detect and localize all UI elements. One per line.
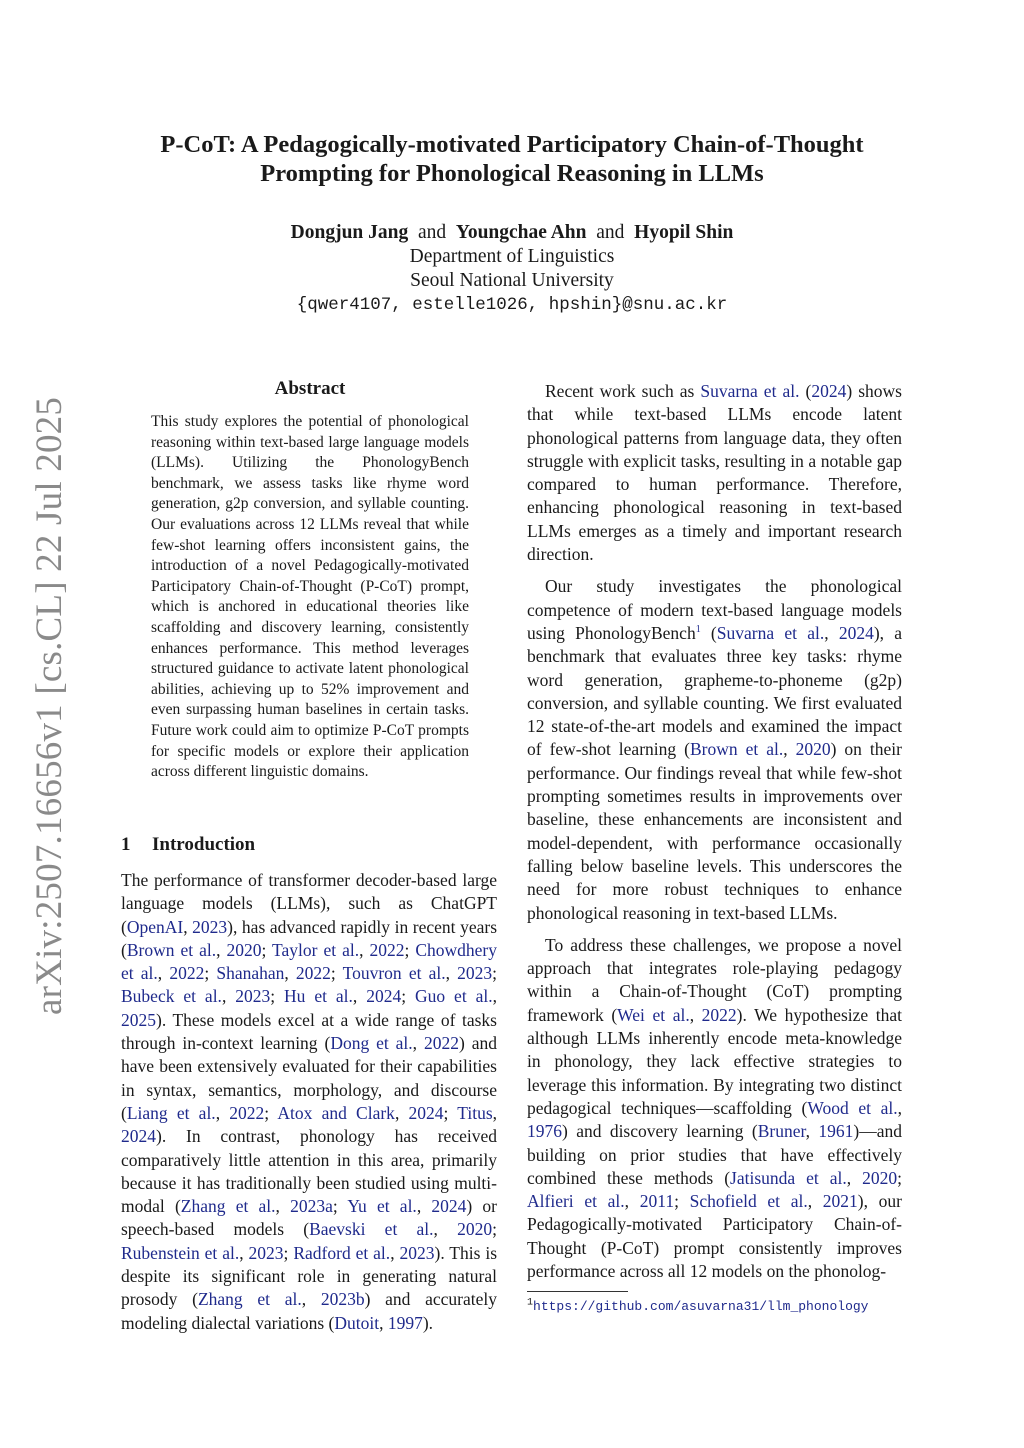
body-text-run: ; xyxy=(492,1219,498,1240)
body-text-run: ) and accurately modeling dialectal variations ( xyxy=(121,1289,498,1333)
citation-link[interactable]: 2023 xyxy=(235,986,271,1007)
citation-link[interactable]: 2011 xyxy=(639,1191,675,1212)
body-text-run: To address these challenges, we propose a novel approach that integrates role-playing pedagogy within a Chain-of-Thought (CoT) prompting framework ( xyxy=(527,934,902,1025)
body-text-run: , xyxy=(824,622,839,643)
body-text-run: ; xyxy=(897,1167,903,1188)
citation-link[interactable]: Radford et al. xyxy=(293,1242,391,1263)
citation-link[interactable]: Yu et al. xyxy=(347,1196,417,1217)
introduction-paragraph xyxy=(121,869,497,1335)
body-text-run: , xyxy=(433,1219,458,1240)
body-text-run: , xyxy=(216,939,227,960)
citation-link[interactable]: 1997 xyxy=(387,1312,423,1333)
author-names xyxy=(100,221,924,245)
author-1: Dongjun Jang xyxy=(290,222,409,243)
body-text-run: ; xyxy=(270,986,285,1007)
body-text-run: ; xyxy=(492,963,498,984)
citation-link[interactable]: 2023 xyxy=(457,963,493,984)
body-text-run: , xyxy=(379,1312,388,1333)
arxiv-identifier: arXiv:2507.16656v1 [cs.CL] 22 Jul 2025 xyxy=(29,396,70,1015)
body-text-run: , xyxy=(492,986,497,1007)
citation-link[interactable]: 2022 xyxy=(701,1004,737,1025)
citation-link[interactable]: Zhang et al. xyxy=(197,1289,302,1310)
body-text-run: ), has advanced rapidly in recent years ( xyxy=(121,916,498,960)
section-heading-introduction xyxy=(121,834,255,856)
citation-link[interactable]: Touvron et al. xyxy=(342,963,446,984)
citation-link[interactable]: Jatisunda et al. xyxy=(730,1167,847,1188)
citation-link[interactable]: 2024 xyxy=(431,1196,467,1217)
and-2: and xyxy=(596,222,625,243)
citation-link[interactable]: Bubeck et al. xyxy=(121,986,222,1007)
citation-link[interactable]: 2023b xyxy=(320,1289,365,1310)
citation-link[interactable]: Taylor et al. xyxy=(272,939,360,960)
body-text-run: ). This is despite its significant role in generating natural prosody ( xyxy=(121,1242,498,1310)
citation-link[interactable]: Suvarna et al. xyxy=(716,622,825,643)
body-text-run: Recent work such as xyxy=(545,381,701,401)
citation-link[interactable]: 1976 xyxy=(527,1121,562,1142)
citation-link[interactable]: Alfieri et al. xyxy=(527,1191,625,1212)
citation-link[interactable]: Bruner xyxy=(757,1121,806,1142)
citation-link[interactable]: Hu et al. xyxy=(284,986,353,1007)
citation-link[interactable]: 2020 xyxy=(795,739,831,760)
citation-link[interactable]: Wei et al. xyxy=(617,1004,690,1025)
body-text-run: , xyxy=(807,1191,823,1212)
citation-link[interactable]: 2020 xyxy=(862,1167,898,1188)
body-text-run: ; xyxy=(332,1196,348,1217)
affiliation-univ: Seoul National University xyxy=(410,270,614,291)
body-text-run: , xyxy=(239,1242,249,1263)
citation-link[interactable]: 2024 xyxy=(121,1126,156,1147)
citation-link[interactable]: 2022 xyxy=(229,1102,265,1123)
citation-link[interactable]: 2020 xyxy=(226,939,262,960)
citation-link[interactable]: 2021 xyxy=(822,1191,858,1212)
citation-link[interactable]: 2023 xyxy=(248,1242,284,1263)
body-text-run: ) shows that while text-based LLMs encode latent phonological patterns from language data, they often struggle with explicit tasks, resulting in a notable gap compared to human performance. Therefore, enhancing phonological reasoning in text-based LLMs emerges as a timely and important research direction. xyxy=(527,381,902,565)
body-text-run: ; xyxy=(264,1102,278,1123)
body-text-run: ; xyxy=(401,986,415,1007)
body-text-run: ; xyxy=(443,1102,458,1123)
body-text-run: Our study investigates the phonological competence of modern text-based language models using PhonologyBench xyxy=(527,576,902,643)
body-text-run: , xyxy=(352,986,367,1007)
body-text-run: , xyxy=(624,1191,640,1212)
body-text-run: , xyxy=(359,939,370,960)
body-text-run: , xyxy=(301,1289,321,1310)
author-3: Hyopil Shin xyxy=(634,222,734,243)
body-text-run: , xyxy=(275,1196,291,1217)
citation-link[interactable]: Schofield et al. xyxy=(689,1191,808,1212)
citation-link[interactable]: 2023 xyxy=(399,1242,435,1263)
footnote-url[interactable]: https://github.com/asuvarna31/llm_phonology xyxy=(533,1299,869,1314)
body-text-run: ) and have been extensively evaluated for their capabilities in syntax, semantics, morphology, and discourse ( xyxy=(121,1033,497,1123)
body-text-run: , xyxy=(215,1102,230,1123)
citation-link[interactable]: Suvarna et al. xyxy=(700,381,800,401)
body-text-run: ). In contrast, phonology has received comparatively little attention in this area, primarily because it has traditionally been studied using multi-modal ( xyxy=(121,1126,497,1217)
body-text-run: )—and building on prior studies that have effectively combined these methods ( xyxy=(527,1121,903,1188)
body-text-run: ( xyxy=(799,381,812,401)
body-text-run: , xyxy=(846,1167,863,1188)
paragraph-proposal xyxy=(527,934,902,1283)
citation-link[interactable]: 2022 xyxy=(169,963,205,984)
body-text-run: , xyxy=(183,916,193,937)
body-text-run: , xyxy=(221,986,236,1007)
body-text-run: , xyxy=(394,1102,409,1123)
citation-link[interactable]: 1961 xyxy=(818,1121,854,1142)
citation-link[interactable]: Guo et al. xyxy=(415,986,493,1007)
citation-link[interactable]: Brown et al. xyxy=(126,939,217,960)
right-column xyxy=(527,380,902,1292)
body-text-run: ; xyxy=(674,1191,690,1212)
body-text-run: , xyxy=(492,1102,497,1123)
body-text-run: ( xyxy=(700,622,717,643)
footnote-number: 1 xyxy=(527,1297,534,1309)
citation-link[interactable]: 2025 xyxy=(121,1009,156,1030)
citation-link[interactable]: Shanahan xyxy=(216,963,285,984)
body-text-run: , xyxy=(805,1121,819,1142)
citation-link[interactable]: Titus xyxy=(457,1102,493,1123)
body-text-run: ). These models excel at a wide range of tasks through in-context learning ( xyxy=(121,1009,497,1054)
affiliation-dept: Department of Linguistics xyxy=(409,246,615,267)
footnote-rule xyxy=(527,1291,628,1292)
body-text-run: ), our Pedagogically-motivated Participatory Chain-of-Thought (P-CoT) prompt consistently improves performance across all 12 models on the phonolog- xyxy=(527,1191,902,1281)
paper-title xyxy=(100,130,924,188)
body-text-run: , xyxy=(416,1196,432,1217)
and-1: and xyxy=(418,222,447,243)
footnote-marker[interactable]: 1 xyxy=(695,624,701,636)
abstract-text: This study explores the potential of phonological reasoning within text-based large language models (LLMs). Utilizing the PhonologyBench benchmark, we assess tasks like rhyme word generation, g2p conversion, and syllable counting. Our evaluations across 12 LLMs reveal that while few-shot learning offers inconsistent gains, the introduction of a novel Pedagogically-motivated Participatory Chain-of-Thought (P-CoT) prompt, which is anchored in educational theories like scaffolding and discovery learning, consistently enhances performance. This method leverages structured guidance to activate latent phonological abilities, achieving up to 52% improvement and even surpassing human baselines in certain tasks. Future work could aim to optimize P-CoT prompts for specific models or explore their application across different linguistic domains. xyxy=(151,413,469,781)
title-line-1: P-CoT: A Pedagogically-motivated Participatory Chain-of-Thought xyxy=(160,131,864,158)
citation-link[interactable]: 2024 xyxy=(408,1102,444,1123)
citation-link[interactable]: 2023 xyxy=(192,916,228,937)
body-text-run: , xyxy=(390,1242,400,1263)
paragraph-recent-work xyxy=(527,380,902,566)
citation-link[interactable]: Liang et al. xyxy=(126,1102,216,1123)
abstract-heading: Abstract xyxy=(274,378,346,399)
body-text-run: ). We hypothesize that although LLMs inherently encode meta-knowledge in phonology, they lack effective strategies to leverage this information. By integrating two distinct pedagogical techniques—scaffolding ( xyxy=(527,1004,902,1118)
citation-link[interactable]: Dong et al. xyxy=(330,1033,413,1054)
body-text-run: , xyxy=(689,1004,702,1025)
body-text-run: , xyxy=(412,1033,424,1054)
title-line-2: Prompting for Phonological Reasoning in LLMs xyxy=(260,160,764,187)
body-text-run: ; xyxy=(283,1242,294,1263)
citation-link[interactable]: Rubenstein et al. xyxy=(121,1242,240,1263)
author-block xyxy=(100,221,924,317)
citation-link[interactable]: 2023a xyxy=(290,1196,333,1217)
body-text-run: ) on their performance. Our findings reveal that while few-shot prompting sometimes results in improvements over baseline, these enhancements are inconsistent and model-dependent, with performance occasionally falling below baseline levels. This underscores the need for more robust techniques to enhance phonological reasoning in text-based LLMs. xyxy=(527,739,902,923)
citation-link[interactable]: 2020 xyxy=(457,1219,493,1240)
citation-link[interactable]: 2024 xyxy=(838,622,874,643)
author-2: Youngchae Ahn xyxy=(455,222,587,243)
body-text-run: , xyxy=(445,963,458,984)
body-text-run: , xyxy=(284,963,296,984)
body-text-run: , xyxy=(157,963,170,984)
citation-link[interactable]: Chowdhery et al. xyxy=(121,939,497,984)
body-text-run: ; xyxy=(204,963,217,984)
citation-link[interactable]: 2024 xyxy=(366,986,402,1007)
citation-link[interactable]: Atox and Clark xyxy=(277,1102,395,1123)
footnote xyxy=(527,1297,902,1316)
citation-link[interactable]: Baevski et al. xyxy=(309,1219,434,1240)
section-number: 1 xyxy=(121,834,131,855)
paragraph-our-study xyxy=(527,575,902,924)
body-text-run: ), a benchmark that evaluates three key tasks: rhyme word generation, grapheme-to-phoneme (g2p) conversion, and syllable counting. We first evaluated 12 state-of-the-art models and examined the impact of few-shot learning ( xyxy=(527,622,903,760)
citation-link[interactable]: 2022 xyxy=(423,1033,459,1054)
body-text-run: ; xyxy=(261,939,273,960)
citation-link[interactable]: Zhang et al. xyxy=(180,1196,276,1217)
body-text-run: ). xyxy=(422,1312,434,1333)
citation-link[interactable]: 2022 xyxy=(295,963,331,984)
citation-link[interactable]: 2024 xyxy=(811,381,847,401)
author-emails: {qwer4107, estelle1026, hpshin}@snu.ac.kr xyxy=(296,295,728,315)
body-text-run: , xyxy=(783,739,796,760)
body-text-run: , xyxy=(897,1097,902,1118)
section-title: Introduction xyxy=(152,834,256,855)
body-text-run: ) and discovery learning ( xyxy=(562,1121,758,1142)
body-text-run: The performance of transformer decoder-based large language models (LLMs), such as ChatGPT ( xyxy=(121,870,497,937)
citation-link[interactable]: 2022 xyxy=(369,939,405,960)
citation-link[interactable]: OpenAI xyxy=(126,916,184,937)
body-text-run: ; xyxy=(404,939,416,960)
citation-link[interactable]: Wood et al. xyxy=(807,1097,898,1118)
citation-link[interactable]: Dutoit xyxy=(334,1312,380,1333)
citation-link[interactable]: Brown et al. xyxy=(689,739,784,760)
body-text-run: ; xyxy=(330,963,343,984)
body-text-run: ) or speech-based models ( xyxy=(121,1196,497,1240)
